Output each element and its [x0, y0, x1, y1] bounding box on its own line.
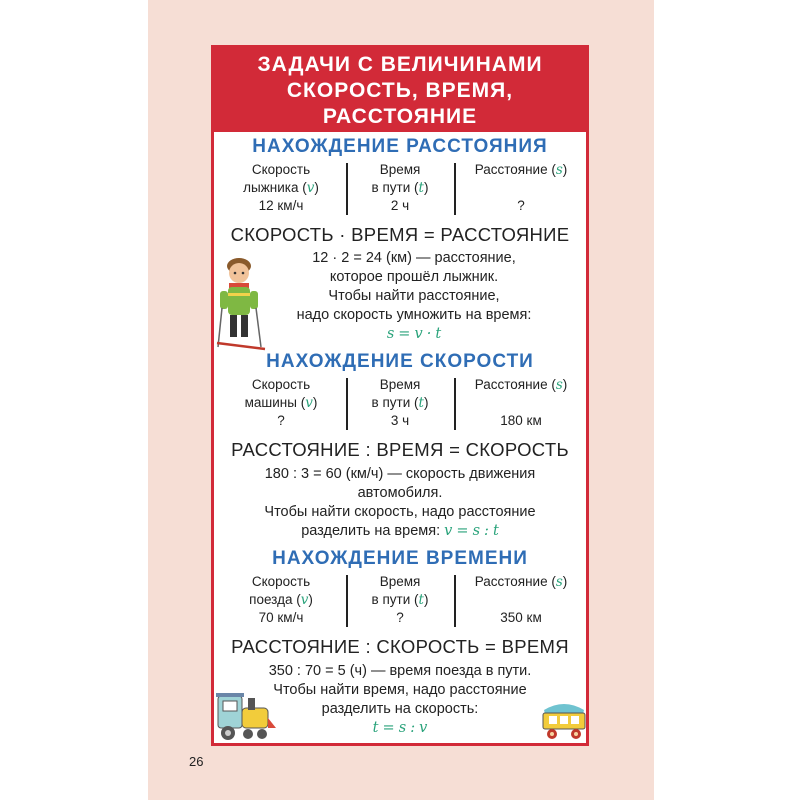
reference-card — [211, 45, 589, 746]
table-divider — [346, 378, 348, 430]
header-line-2: СКОРОСТЬ, ВРЕМЯ, — [286, 79, 514, 102]
letter-formula-time: t = s : v — [372, 720, 428, 736]
table-cell-distance: Расстояние (s) ? — [474, 162, 568, 213]
table-divider — [454, 575, 456, 627]
data-table-speed — [219, 376, 585, 432]
toy-train-wagon-illustration — [539, 700, 589, 742]
table-divider — [454, 163, 456, 215]
table-cell-time: Время в пути (t) ? — [371, 574, 429, 625]
explanation-time: 350 : 70 = 5 (ч) — время поезда в пути. Чтобы найти время, надо расстояние разделить на скорость: t = s : v — [214, 662, 586, 738]
page-number: 26 — [189, 754, 204, 769]
table-cell-distance: Расстояние (s) 180 км — [474, 377, 568, 428]
table-cell-distance: Расстояние (s) 350 км — [474, 574, 568, 625]
letter-formula-distance: s = v · t — [386, 326, 442, 342]
word-formula-distance: СКОРОСТЬ · ВРЕМЯ = РАССТОЯНИЕ — [230, 224, 570, 245]
data-table-distance — [219, 161, 585, 217]
card-header — [214, 48, 586, 132]
table-cell-speed: Скорость машины (v) ? — [244, 377, 318, 428]
word-formula-time: РАССТОЯНИЕ : СКОРОСТЬ = ВРЕМЯ — [231, 636, 569, 657]
header-line-1: ЗАДАЧИ С ВЕЛИЧИНАМИ — [257, 53, 543, 76]
page-margin — [654, 0, 800, 800]
data-table-time — [219, 573, 585, 629]
table-divider — [454, 378, 456, 430]
table-divider — [346, 163, 348, 215]
word-formula-speed: РАССТОЯНИЕ : ВРЕМЯ = СКОРОСТЬ — [231, 439, 569, 460]
table-divider — [346, 575, 348, 627]
section-title-time: НАХОЖДЕНИЕ ВРЕМЕНИ — [272, 548, 528, 569]
section-title-distance: НАХОЖДЕНИЕ РАССТОЯНИЯ — [252, 136, 548, 157]
skier-boy-illustration — [215, 253, 267, 351]
explanation-distance: 12 · 2 = 24 (км) — расстояние, которое прошёл лыжник. Чтобы найти расстояние, надо скорость умножить на время: s = v · t — [244, 249, 584, 344]
section-title-speed: НАХОЖДЕНИЕ СКОРОСТИ — [266, 351, 534, 372]
table-cell-time: Время в пути (t) 2 ч — [371, 162, 429, 213]
table-cell-speed: Скорость лыжника (v) 12 км/ч — [243, 162, 319, 213]
explanation-speed: 180 : 3 = 60 (км/ч) — скорость движения автомобиля. Чтобы найти скорость, надо расстояние разделить на время: v = s : t — [214, 465, 586, 541]
letter-formula-speed: разделить на время: v = s : t — [301, 523, 499, 539]
table-cell-speed: Скорость поезда (v) 70 км/ч — [249, 574, 313, 625]
table-cell-time: Время в пути (t) 3 ч — [371, 377, 429, 428]
toy-train-engine-illustration — [216, 688, 278, 744]
header-line-3: РАССТОЯНИЕ — [322, 105, 478, 128]
